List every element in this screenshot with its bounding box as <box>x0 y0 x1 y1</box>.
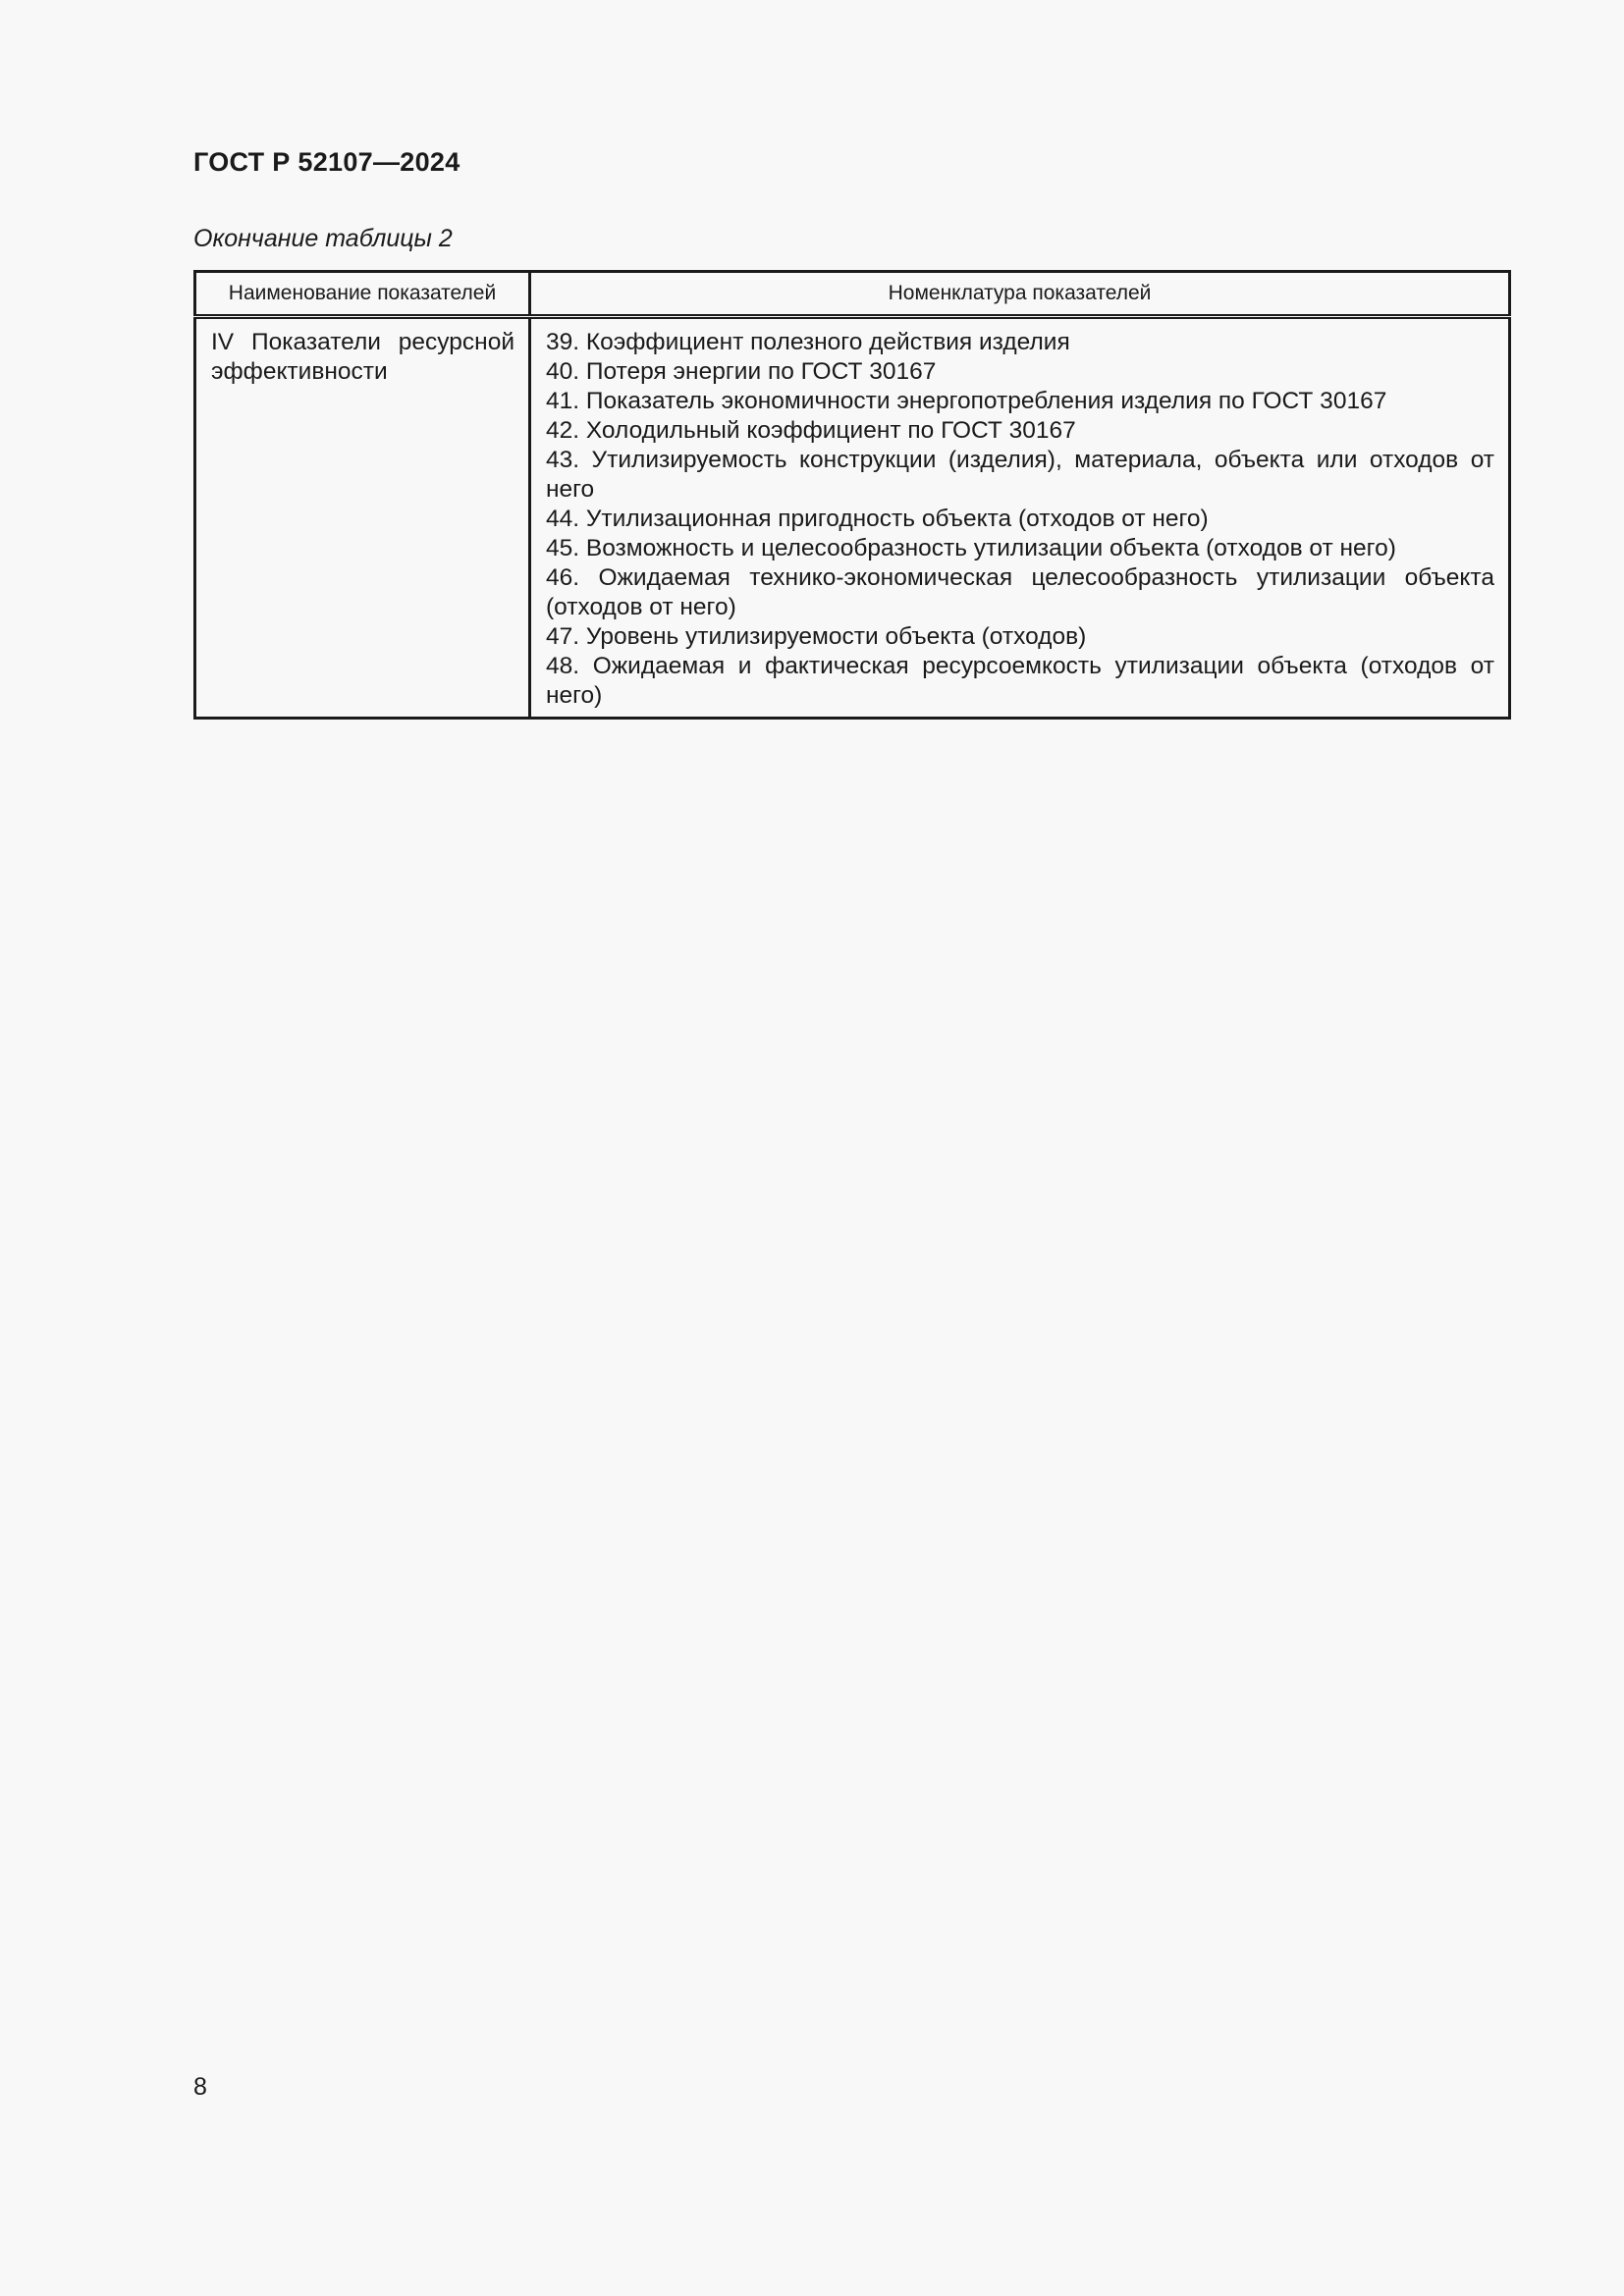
nomenclature-item: 41. Показатель экономичности энергопотребления изделия по ГОСТ 30167 <box>546 388 1387 414</box>
page-number: 8 <box>193 2073 207 2101</box>
nomenclature-item: 39. Коэффициент полезного действия изделия <box>546 329 1070 355</box>
column-header-name: Наименование показателей <box>195 272 530 317</box>
table-row <box>195 317 1510 719</box>
nomenclature-item: 44. Утилизационная пригодность объекта (отходов от него) <box>546 506 1209 532</box>
nomenclature-item: 47. Уровень утилизируемости объекта (отходов) <box>546 623 1087 650</box>
nomenclature-item: 45. Возможность и целесообразность утилизации объекта (отходов от него) <box>546 535 1396 561</box>
nomenclature-item: 48. Ожидаемая и фактическая ресурсоемкость утилизации объекта (отходов от него) <box>546 653 1494 709</box>
nomenclature-item: 43. Утилизируемость конструкции (изделия), материала, объекта или отходов от него <box>546 447 1494 503</box>
nomenclature-item: 42. Холодильный коэффициент по ГОСТ 30167 <box>546 417 1076 444</box>
nomenclature-cell <box>530 317 1510 719</box>
nomenclature-item: 40. Потеря энергии по ГОСТ 30167 <box>546 358 937 385</box>
table-caption: Окончание таблицы 2 <box>193 225 453 252</box>
nomenclature-item: 46. Ожидаемая технико-экономическая целесообразность утилизации объекта (отходов от него) <box>546 564 1494 620</box>
table-header-row <box>195 272 1510 317</box>
column-header-nomenclature: Номенклатура показателей <box>530 272 1510 317</box>
document-code: ГОСТ Р 52107—2024 <box>193 147 460 177</box>
indicators-table <box>193 270 1511 720</box>
indicator-group-cell: IV Показатели ресурсной эффективности <box>195 317 530 719</box>
